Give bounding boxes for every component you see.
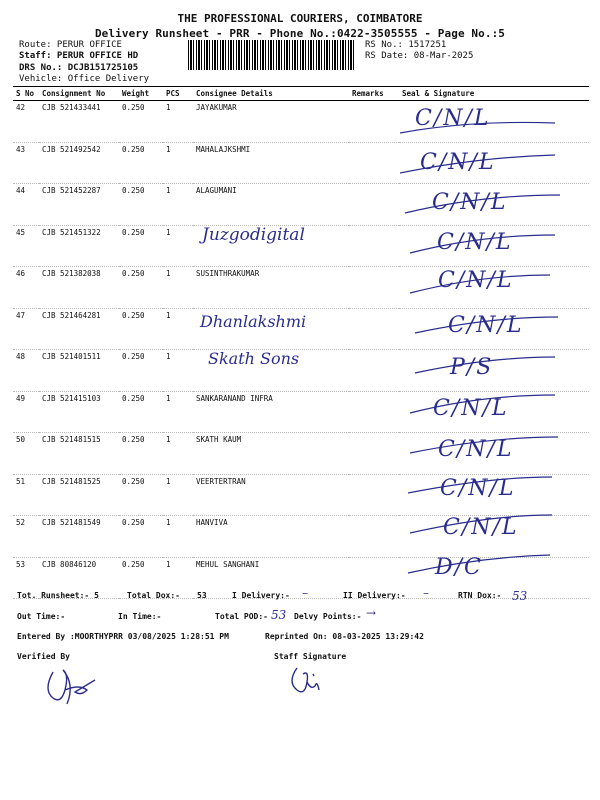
delvy-points-label: Delvy Points:- [294,612,362,621]
row-sno: 50 [13,433,39,475]
row-sno: 45 [13,225,39,267]
row-sno: 46 [13,267,39,309]
row-pcs: 1 [163,474,193,516]
row-pcs: 1 [163,267,193,309]
row-consignment: CJB 521492542 [39,142,119,184]
row-consignee: SKATH KAUM [193,433,349,475]
row-sno: 42 [13,101,39,143]
row-weight: 0.250 [119,516,163,558]
row-sno: 49 [13,391,39,433]
col-consignment: Consignment No [39,87,119,101]
route-text: Route: PERUR OFFICE [19,40,122,50]
vehicle-text: Vehicle: Office Delivery [19,74,150,84]
rs-number: RS No.: 1517251 [365,40,447,50]
ii-delivery-value: – [423,586,429,600]
total-dox-label: Total Dox:- [127,591,180,600]
row-sno: 53 [13,557,39,599]
company-title: THE PROFESSIONAL COURIERS, COIMBATORE [177,12,423,25]
barcode [188,40,356,70]
row-pcs: 1 [163,350,193,392]
col-consignee: Consignee Details [193,87,349,101]
seal-mark: C/N/L [420,150,496,175]
ii-delivery-label: II Delivery:- [343,591,406,600]
seal-mark: C/N/L [432,190,508,215]
total-runsheet: Tot. Runsheet:- 5 [17,591,99,600]
in-time: In Time:- [118,612,162,621]
row-sno: 43 [13,142,39,184]
out-time: Out Time:- [17,612,66,621]
row-sno: 47 [13,308,39,350]
col-sno: S No [13,87,39,101]
row-weight: 0.250 [119,101,163,143]
total-pod-value: 53 [271,608,287,622]
col-remarks: Remarks [349,87,399,101]
delvy-points-value: → [366,606,377,620]
col-weight: Weight [119,87,163,101]
seal-mark: C/N/L [438,268,514,293]
seal-mark: D/C [435,555,483,580]
row-weight: 0.250 [119,391,163,433]
row-sno: 44 [13,184,39,226]
row-pcs: 1 [163,142,193,184]
row-consignee: SUSINTHRAKUMAR [193,267,349,309]
row-consignment: CJB 521433441 [39,101,119,143]
row-consignment: CJB 521401511 [39,350,119,392]
row-weight: 0.250 [119,225,163,267]
row-consignment: CJB 521481525 [39,474,119,516]
row-weight: 0.250 [119,474,163,516]
staff-signature-label: Staff Signature [274,652,347,661]
row-pcs: 1 [163,433,193,475]
entered-by: Entered By :MOORTHYPRR 03/08/2025 1:28:51 PM [17,632,229,641]
row-consignment: CJB 521464281 [39,308,119,350]
row-consignment: CJB 521415103 [39,391,119,433]
i-delivery-label: I Delivery:- [232,591,290,600]
row-consignment: CJB 80846120 [39,557,119,599]
row-weight: 0.250 [119,184,163,226]
row-pcs: 1 [163,557,193,599]
row-consignee: HANVIVA [193,516,349,558]
runsheet-subtitle: Delivery Runsheet - PRR - Phone No.:0422-3505555 - Page No.:5 [94,27,506,40]
row-consignee: ALAGUMANI [193,184,349,226]
seal-mark: C/N/L [437,230,513,255]
i-delivery-value: – [302,586,308,600]
row-weight: 0.250 [119,433,163,475]
row-consignment: CJB 521452287 [39,184,119,226]
seal-mark: P/S [450,355,494,380]
row-consignment: CJB 521451322 [39,225,119,267]
rs-date: RS Date: 08-Mar-2025 [365,51,474,61]
verified-by-label: Verified By [17,652,70,661]
handwritten-consignee: Juzgodigital [202,225,305,245]
row-sno: 51 [13,474,39,516]
row-consignment: CJB 521481549 [39,516,119,558]
col-seal: Seal & Signature [399,87,589,101]
row-weight: 0.250 [119,142,163,184]
row-pcs: 1 [163,391,193,433]
row-consignee: MEHUL SANGHANI [193,557,349,599]
staff-signature [283,660,333,705]
row-sno: 52 [13,516,39,558]
rtn-dox-label: RTN Dox:- [458,591,502,600]
row-sno: 48 [13,350,39,392]
handwritten-consignee: Skath Sons [208,349,300,368]
seal-mark: C/N/L [433,396,509,421]
total-dox-value: 53 [197,591,207,600]
row-pcs: 1 [163,101,193,143]
rtn-dox-value: 53 [512,589,528,603]
row-pcs: 1 [163,184,193,226]
verified-signature [35,660,105,710]
seal-strokes [380,95,580,585]
row-consignee: JAYAKUMAR [193,101,349,143]
seal-mark: C/N/L [443,515,519,540]
seal-mark: C/N/L [438,437,514,462]
row-consignee: SANKARANAND INFRA [193,391,349,433]
row-consignee: VEERTERTRAN [193,474,349,516]
col-pcs: PCS [163,87,193,101]
row-weight: 0.250 [119,557,163,599]
handwritten-consignee: Dhanlakshmi [200,312,307,331]
seal-mark: C/N/L [440,476,516,501]
reprinted-on: Reprinted On: 08-03-2025 13:29:42 [265,632,424,641]
row-pcs: 1 [163,225,193,267]
row-consignment: CJB 521481515 [39,433,119,475]
row-weight: 0.250 [119,308,163,350]
row-consignment: CJB 521382038 [39,267,119,309]
seal-mark: C/N/L [415,106,491,131]
drs-number: DRS No.: DCJB151725105 [19,63,139,73]
row-pcs: 1 [163,516,193,558]
row-weight: 0.250 [119,350,163,392]
row-weight: 0.250 [119,267,163,309]
row-pcs: 1 [163,308,193,350]
seal-mark: C/N/L [448,313,524,338]
row-consignee: MAHALAJKSHMI [193,142,349,184]
staff-text: Staff: PERUR OFFICE HD [19,51,139,61]
total-pod-label: Total POD:- [215,612,268,621]
